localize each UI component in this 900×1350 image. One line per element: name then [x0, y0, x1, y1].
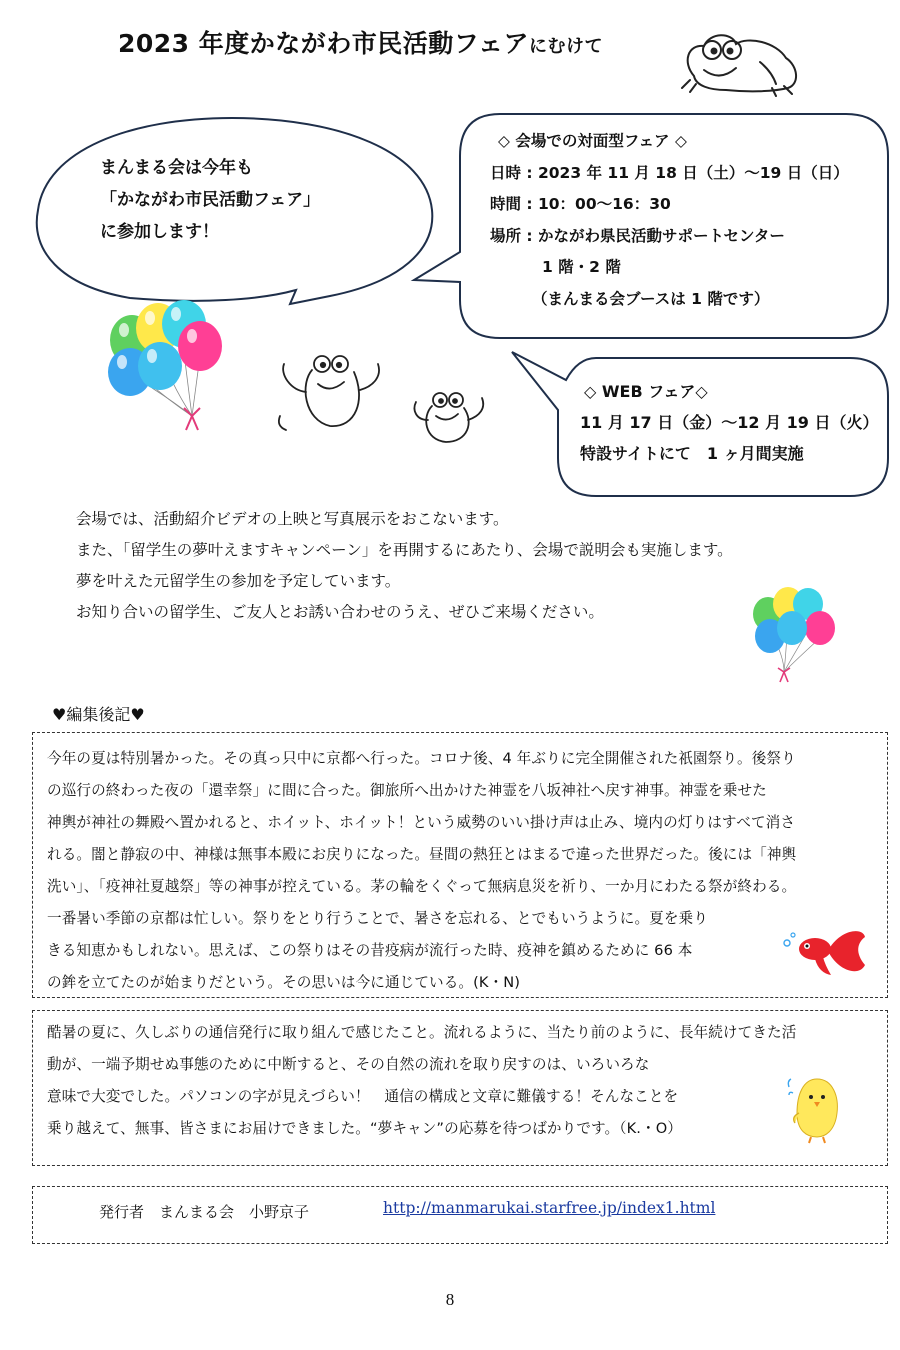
speech-line: まんまる会は今年も	[100, 158, 253, 178]
cheering-frogs-icon	[270, 350, 500, 444]
goldfish-icon	[779, 923, 869, 981]
balloons-small-icon	[748, 584, 842, 684]
website-link[interactable]: http://manmarukai.starfree.jp/index1.html	[383, 1199, 716, 1217]
venue-booth-note: （まんまる会ブースは 1 階です）	[532, 289, 770, 308]
note-line: 一番暑い季節の京都は忙しい。祭りをとり行うことで、暑さを忘れる、とでもいうように。夏を乗り	[47, 910, 708, 927]
venue-fair-info	[490, 126, 849, 315]
speech-bubble-text	[100, 152, 320, 248]
note-line: 乗り越えて、無事、皆さまにお届けできました。“夢キャン”の応募を待つばかりです。（K.・O）	[47, 1120, 683, 1137]
announcement-paragraph	[76, 504, 733, 628]
note-line: きる知恵かもしれない。思えば、この祭りはその昔疫病が流行った時、疫神を鎮めるために 66 本	[47, 942, 693, 959]
note-line: の巡行の終わった夜の「還幸祭」に間に合った。御旅所へ出かけた神霊を八坂神社へ戻す神事。神霊を乗せた	[47, 782, 767, 799]
venue-place: 場所 : かながわ県民活動サポートセンター	[490, 226, 785, 245]
note-1-text	[47, 743, 796, 999]
venue-fair-heading: ◇ 会場での対面型フェア ◇	[498, 132, 687, 150]
afterword-note-1	[32, 732, 888, 998]
venue-date: 日時 : 2023 年 11 月 18 日（土）～19 日（日）	[490, 163, 849, 182]
web-fair-info	[580, 376, 879, 469]
note-line: 神輿が神社の舞殿へ置かれると、ホイット、ホイット！という威勢のいい掛け声は止み、境内の灯りはすべて消さ	[47, 814, 796, 831]
note-line: 酷暑の夏に、久しぶりの通信発行に取り組んで感じたこと。流れるように、当たり前のように、長年続けてきた活	[47, 1024, 797, 1041]
web-fair-note: 特設サイトにて 1 ヶ月間実施	[580, 444, 804, 463]
web-fair-dates: 11 月 17 日（金）～12 月 19 日（火）	[580, 413, 879, 432]
note-2-text	[47, 1017, 796, 1145]
venue-time: 時間 : 10：00～16：30	[490, 195, 671, 213]
note-line: 動が、一端予期せぬ事態のために中断すると、その自然の流れを取り戻すのは、いろいろな	[47, 1056, 650, 1073]
publisher-footer	[32, 1186, 888, 1244]
page-number: 8	[445, 1290, 455, 1309]
paragraph-line: 夢を叶えた元留学生の参加を予定しています。	[76, 572, 401, 590]
balloons-icon	[102, 296, 232, 440]
paragraph-line: 会場では、活動紹介ビデオの上映と写真展示をおこないます。	[76, 510, 509, 528]
web-fair-heading: ◇ WEB フェア◇	[584, 382, 708, 401]
venue-floors: 1 階・2 階	[542, 258, 621, 276]
afterword-note-2	[32, 1010, 888, 1166]
note-line: 今年の夏は特別暑かった。その真っ只中に京都へ行った。コロナ後、4 年ぶりに完全開催された祇園祭り。後祭り	[47, 750, 796, 767]
chick-icon	[785, 1073, 849, 1145]
paragraph-line: また、「留学生の夢叶えますキャンペーン」を再開するにあたり、会場で説明会も実施します。	[76, 541, 733, 559]
page-title: 2023 年度かながわ市民活動フェアにむけて	[118, 29, 604, 58]
note-line: の鉾を立てたのが始まりだという。その思いは今に通じている。(K・N)	[47, 974, 521, 991]
speech-line: に参加します！	[100, 222, 219, 242]
note-line: れる。闇と静寂の中、神様は無事本殿にお戻りになった。昼間の熱狂とはまるで違った世界だった。後には「神輿	[47, 846, 797, 863]
note-line: 意味で大変でした。パソコンの字が見えづらい！ 通信の構成と文章に難儀する！そんなことを	[47, 1088, 679, 1105]
note-line: 洗い」、「疫神社夏越祭」等の神事が控えている。茅の輪をくぐって無病息災を祈り、一か月にわたる祭が終わる。	[47, 878, 797, 895]
afterword-heading: ♥編集後記♥	[52, 705, 145, 724]
publisher-name: 発行者 まんまる会 小野京子	[99, 1203, 310, 1221]
speech-line: 「かながわ市民活動フェア」	[100, 190, 321, 210]
paragraph-line: お知り合いの留学生、ご友人とお誘い合わせのうえ、ぜひご来場ください。	[76, 603, 604, 621]
